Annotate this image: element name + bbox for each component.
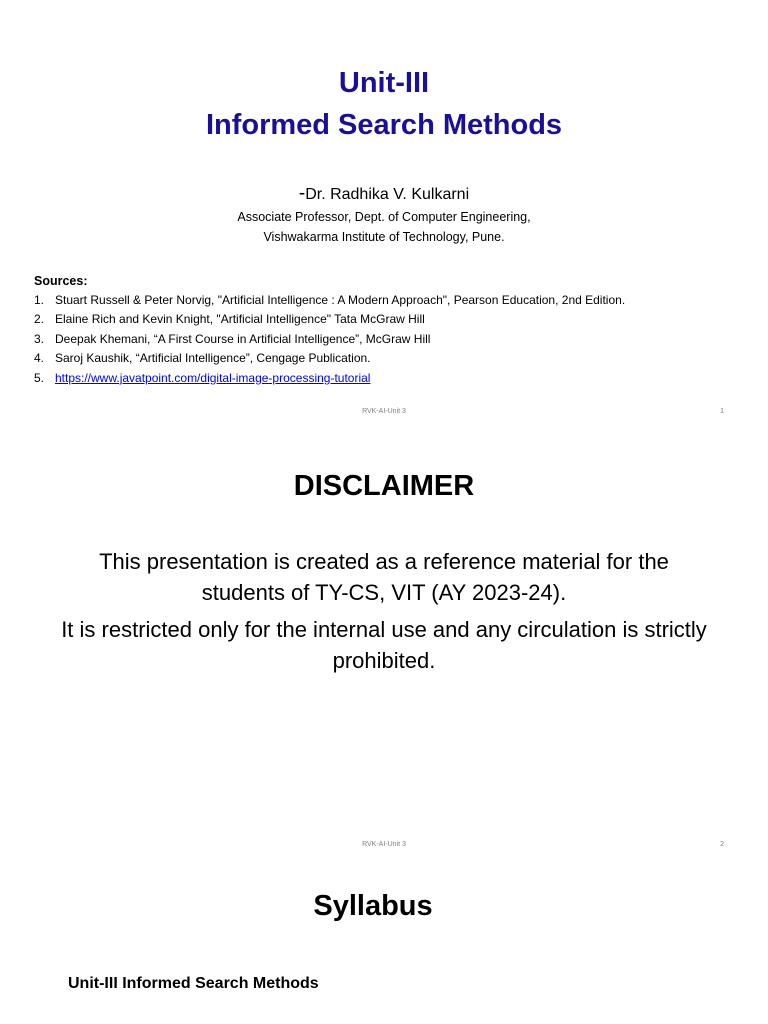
disclaimer-paragraph-1: This presentation is created as a reference material for the students of TY-CS, VIT (AY 2023-24). bbox=[99, 549, 669, 605]
page-number: 2 bbox=[720, 841, 724, 848]
syllabus-heading: Syllabus bbox=[313, 890, 433, 922]
slide-title-line-2: Informed Search Methods bbox=[205, 109, 563, 141]
page-number: 1 bbox=[720, 408, 724, 415]
syllabus-unit-heading: Unit-III Informed Search Methods bbox=[68, 975, 319, 992]
source-number: 4. bbox=[34, 351, 45, 366]
slide-2 bbox=[0, 432, 768, 864]
slide-3 bbox=[0, 864, 768, 1024]
source-text: Stuart Russell & Peter Norvig, "Artificial Intelligence : A Modern Approach", Pearson Education, 2nd Edition. bbox=[55, 293, 626, 307]
source-text: Deepak Khemani, “A First Course in Artificial Intelligence”, McGraw Hill bbox=[55, 331, 431, 346]
source-text: Elaine Rich and Kevin Knight, "Artificial Intelligence" Tata McGraw Hill bbox=[55, 312, 425, 327]
author-line bbox=[0, 183, 768, 206]
source-link[interactable]: https://www.javatpoint.com/digital-image-processing-tutorial bbox=[55, 370, 371, 385]
source-number: 5. bbox=[34, 370, 45, 385]
source-number: 1. bbox=[34, 293, 45, 307]
source-item bbox=[34, 330, 734, 349]
disclaimer-paragraph-2: It is restricted only for the internal use and any circulation is strictly prohibited. bbox=[61, 617, 707, 673]
source-item bbox=[34, 349, 734, 368]
source-number: 2. bbox=[34, 312, 45, 327]
sources-heading: Sources: bbox=[34, 274, 88, 288]
author-name: Dr. Radhika V. Kulkarni bbox=[305, 186, 470, 203]
slide-footer: RVK-AI-Unit 3 bbox=[362, 408, 406, 415]
source-text: Saroj Kaushik, “Artificial Intelligence”, Cengage Publication. bbox=[55, 351, 371, 366]
source-item bbox=[34, 310, 734, 329]
source-number: 3. bbox=[34, 331, 45, 346]
affiliation-line-2: Vishwakarma Institute of Technology, Pune. bbox=[263, 230, 505, 244]
slide-1 bbox=[0, 0, 768, 432]
source-item bbox=[34, 369, 734, 388]
sources-list bbox=[34, 291, 734, 388]
slide-footer: RVK-AI-Unit 3 bbox=[362, 841, 406, 848]
source-item bbox=[34, 291, 734, 310]
author-dash: - bbox=[298, 183, 306, 204]
slide-title-line-1: Unit-III bbox=[338, 67, 430, 99]
affiliation-line-1: Associate Professor, Dept. of Computer Engineering, bbox=[237, 210, 531, 224]
disclaimer-heading: DISCLAIMER bbox=[293, 470, 475, 502]
